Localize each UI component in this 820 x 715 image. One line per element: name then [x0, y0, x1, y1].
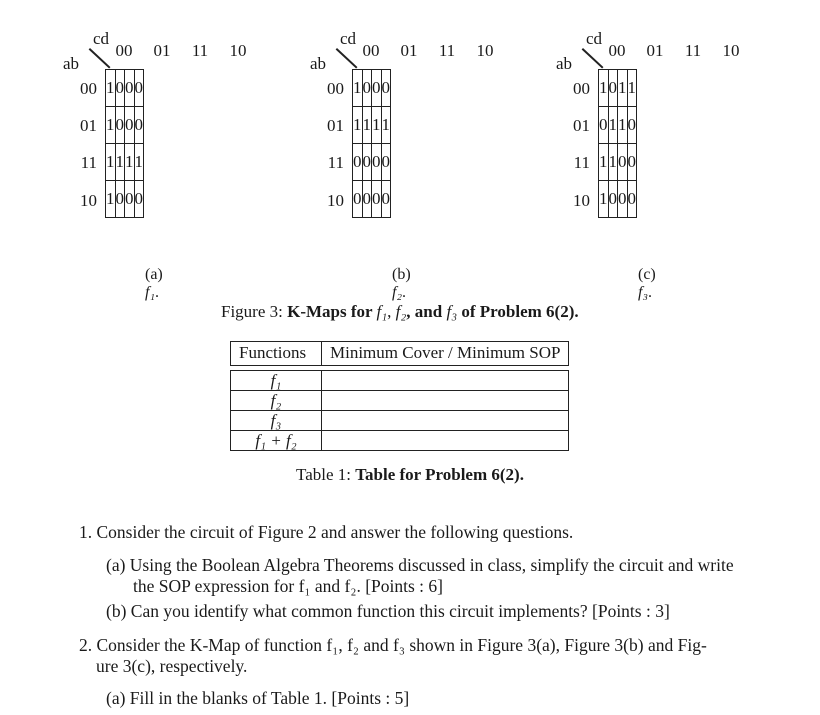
kmap-cell: 1	[608, 107, 618, 144]
kmap-cell: 0	[125, 181, 135, 218]
kmap-cell: 1	[353, 107, 363, 144]
kmap-cell: 0	[381, 70, 391, 107]
table-header: Minimum Cover / Minimum SOP	[322, 342, 569, 366]
question-1b: (b) Can you identify what common function this circuit implements? [Points : 3]	[106, 601, 670, 621]
kmap-cell: 1	[353, 70, 363, 107]
kmap-caption	[392, 266, 411, 302]
kmap-cell: 0	[372, 181, 382, 218]
col-label: 10	[476, 41, 494, 60]
kmap-caption	[638, 266, 656, 302]
kmap-cell: 1	[372, 107, 382, 144]
figure-caption-f3: f₃	[446, 302, 458, 321]
row-label: 11	[327, 153, 344, 172]
caption-suffix: .	[155, 284, 160, 301]
col-label: 11	[684, 41, 702, 60]
kmap-cell: 0	[125, 107, 135, 144]
caption-fn: f₂	[392, 284, 403, 301]
col-label: 00	[362, 41, 380, 60]
function-cell: f₁ + f₂	[231, 431, 322, 451]
functions-table	[230, 341, 569, 451]
col-label: 10	[722, 41, 740, 60]
table-caption-bold: Table for Problem 6(2).	[355, 465, 524, 484]
kmap-cell: 1	[106, 107, 116, 144]
kmap-cell: 1	[125, 144, 135, 181]
row-var-label: ab	[63, 54, 80, 73]
row-label: 01	[80, 116, 97, 135]
col-var-label: cd	[586, 29, 603, 48]
kmap-cell: 1	[599, 70, 609, 107]
caption-prefix: (c)	[638, 266, 656, 283]
col-label: 00	[608, 41, 626, 60]
kmap-cell: 0	[372, 144, 382, 181]
col-label: 11	[191, 41, 209, 60]
caption-prefix: (b)	[392, 266, 411, 283]
kmap-cell: 0	[353, 181, 363, 218]
question-2a: (a) Fill in the blanks of Table 1. [Points : 5]	[106, 688, 410, 708]
table-row	[231, 391, 569, 411]
kmap-grid	[105, 69, 144, 218]
kmap-cell: 1	[381, 107, 391, 144]
kmap-cell: 1	[618, 107, 628, 144]
question-2-cont: ure 3(c), respectively.	[96, 656, 248, 676]
kmap-cell: 0	[627, 181, 637, 218]
row-label: 10	[80, 191, 97, 210]
row-var-label: ab	[310, 54, 327, 73]
table-caption	[296, 465, 524, 485]
caption-suffix: .	[648, 284, 653, 301]
row-label: 10	[573, 191, 590, 210]
kmap-cell: 0	[115, 70, 125, 107]
row-label: 00	[573, 79, 590, 98]
row-label: 01	[327, 116, 344, 135]
col-var-label: cd	[340, 29, 357, 48]
kmap-grid	[598, 69, 637, 218]
figure-caption	[221, 302, 579, 322]
table-row	[231, 411, 569, 431]
kmap-grid	[352, 69, 391, 218]
figure-caption-prefix: Figure 3:	[221, 302, 288, 321]
answer-cell[interactable]	[322, 411, 569, 431]
row-label: 10	[327, 191, 344, 210]
kmap-cell: 0	[608, 181, 618, 218]
figure-caption-sep: ,	[387, 302, 396, 321]
col-label: 01	[153, 41, 171, 60]
kmap-cell: 1	[115, 144, 125, 181]
col-label: 10	[229, 41, 247, 60]
kmap-cell: 1	[362, 107, 372, 144]
kmap-caption	[145, 266, 163, 302]
kmap-cell: 1	[627, 70, 637, 107]
col-label: 11	[438, 41, 456, 60]
figure-caption-f2: f₂	[395, 302, 407, 321]
kmap-cell: 0	[381, 181, 391, 218]
caption-fn: f₁	[145, 284, 156, 301]
kmap-cell: 1	[599, 181, 609, 218]
kmap-cell: 0	[381, 144, 391, 181]
kmap-cell: 0	[115, 181, 125, 218]
caption-prefix: (a)	[145, 266, 163, 283]
row-label: 11	[80, 153, 97, 172]
kmap-cell: 1	[608, 144, 618, 181]
kmap-cell: 0	[134, 70, 144, 107]
row-var-label: ab	[556, 54, 573, 73]
kmap-cell: 1	[599, 144, 609, 181]
table-row	[231, 371, 569, 391]
col-var-label: cd	[93, 29, 110, 48]
figure-caption-bold: K-Maps for	[287, 302, 377, 321]
question-1a-cont: the SOP expression for f₁ and f₂. [Points : 6]	[133, 576, 443, 596]
answer-cell[interactable]	[322, 431, 569, 451]
row-label: 01	[573, 116, 590, 135]
question-2: 2. Consider the K-Map of function f₁, f₂ and f₃ shown in Figure 3(a), Figure 3(b) and Fig-	[79, 635, 707, 655]
answer-cell[interactable]	[322, 391, 569, 411]
kmap-cell: 0	[599, 107, 609, 144]
table-header: Functions	[231, 342, 322, 366]
kmap-cell: 0	[627, 107, 637, 144]
kmap-cell: 0	[362, 144, 372, 181]
kmap-cell: 0	[618, 144, 628, 181]
kmap-cell: 0	[362, 70, 372, 107]
row-label: 11	[573, 153, 590, 172]
kmap-cell: 0	[353, 144, 363, 181]
kmap-cell: 0	[627, 144, 637, 181]
table-row	[231, 431, 569, 451]
kmap-cell: 1	[134, 144, 144, 181]
question-1a: (a) Using the Boolean Algebra Theorems discussed in class, simplify the circuit and write	[106, 555, 734, 575]
kmap-cell: 0	[134, 181, 144, 218]
table-caption-prefix: Table 1:	[296, 465, 356, 484]
caption-suffix: .	[402, 284, 407, 301]
kmap-cell: 0	[134, 107, 144, 144]
answer-cell[interactable]	[322, 371, 569, 391]
kmap-cell: 0	[115, 107, 125, 144]
col-label: 01	[646, 41, 664, 60]
col-label: 00	[115, 41, 133, 60]
kmap-cell: 0	[125, 70, 135, 107]
kmap-cell: 1	[106, 144, 116, 181]
kmap-cell: 0	[362, 181, 372, 218]
row-label: 00	[80, 79, 97, 98]
figure-caption-bold: , and	[406, 302, 447, 321]
function-cell: f₂	[231, 391, 322, 411]
kmap-cell: 0	[608, 70, 618, 107]
kmap-cell: 0	[372, 70, 382, 107]
function-cell: f₃	[231, 411, 322, 431]
question-1: 1. Consider the circuit of Figure 2 and answer the following questions.	[79, 522, 574, 542]
figure-caption-f1: f₁	[376, 302, 388, 321]
caption-fn: f₃	[638, 284, 649, 301]
row-label: 00	[327, 79, 344, 98]
kmap-cell: 0	[618, 181, 628, 218]
function-cell: f₁	[231, 371, 322, 391]
kmap-cell: 1	[618, 70, 628, 107]
kmap-cell: 1	[106, 70, 116, 107]
figure-caption-bold: of Problem 6(2).	[457, 302, 579, 321]
kmap-cell: 1	[106, 181, 116, 218]
col-label: 01	[400, 41, 418, 60]
